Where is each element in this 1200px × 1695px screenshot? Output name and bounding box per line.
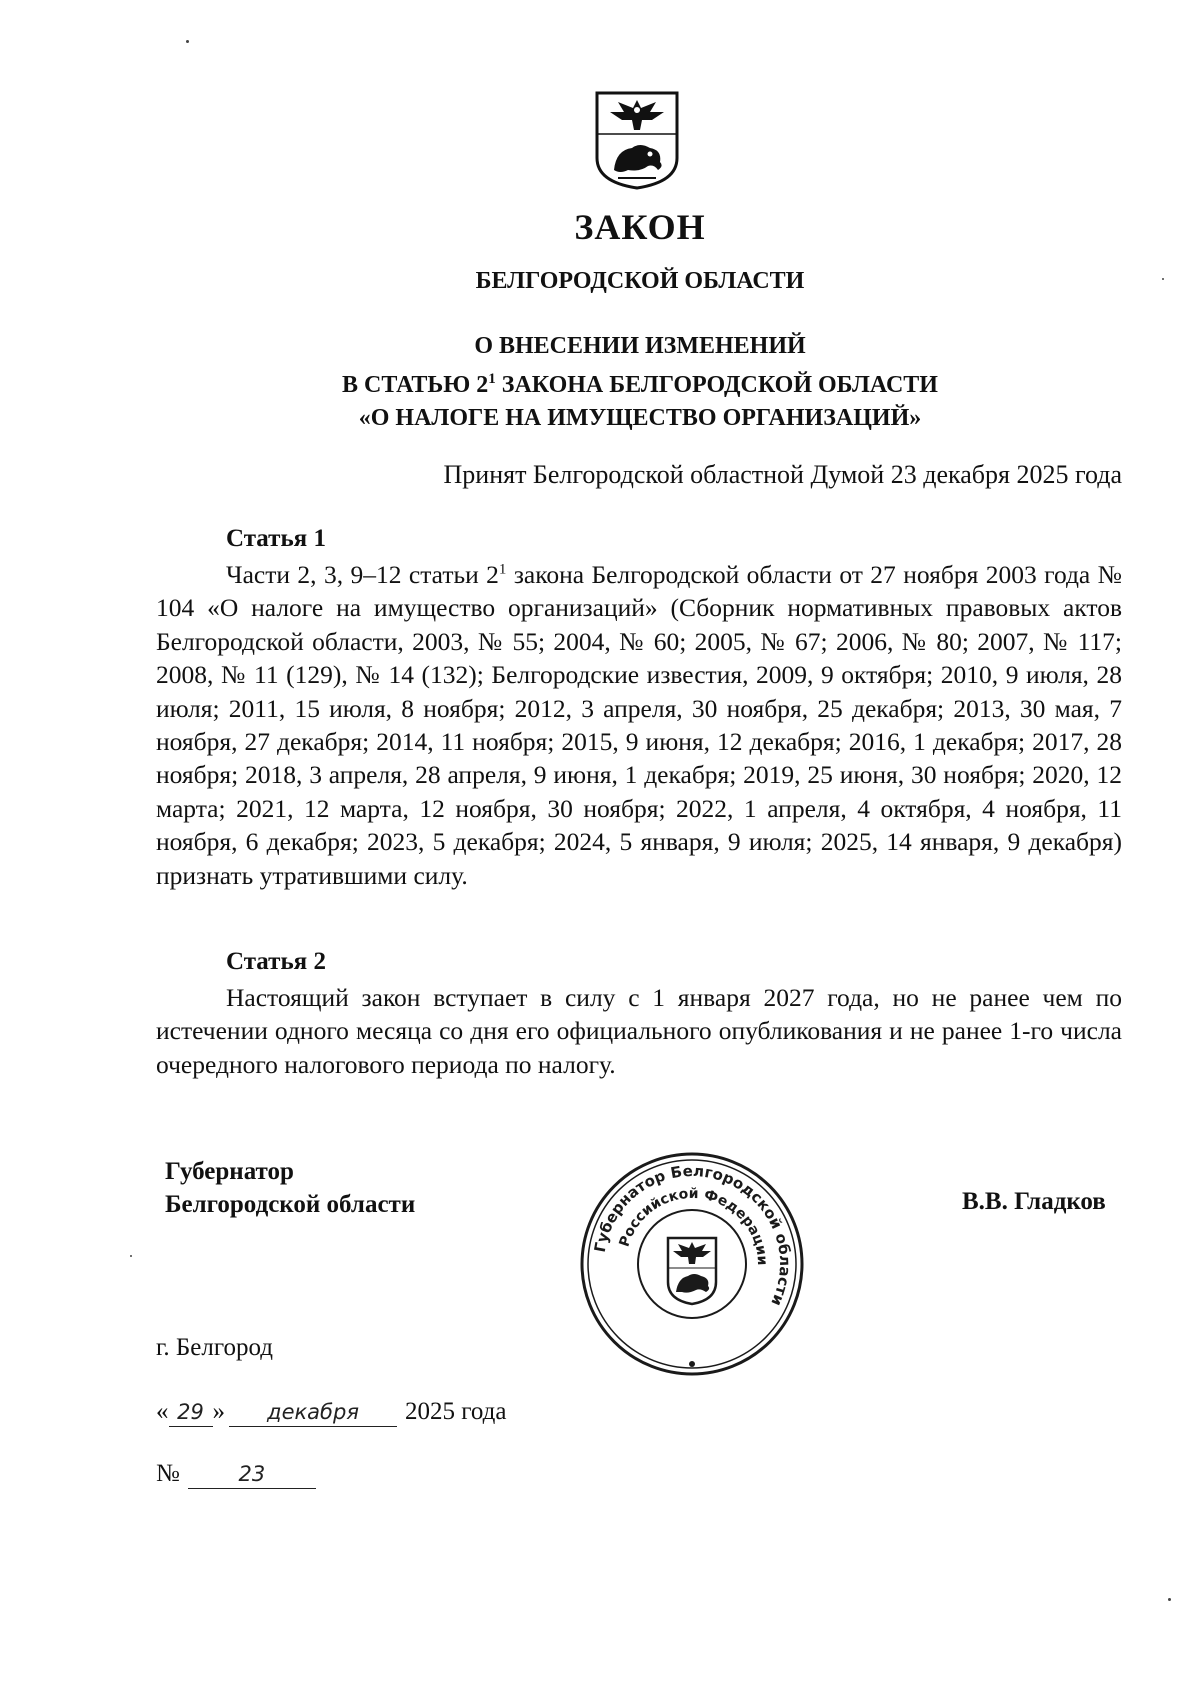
date-month: декабря	[267, 1400, 359, 1424]
subject-line-2: В СТАТЬЮ $2^1$ ЗАКОНА БЕЛГОРОДСКОЙ ОБЛАСТИ	[342, 371, 938, 398]
signatory-name: В.В. Гладков	[962, 1188, 1106, 1215]
coat-of-arms-icon	[594, 90, 680, 190]
city-label: г. Белгород	[156, 1334, 273, 1361]
svg-text:Российской Федерации: Российской Федерации	[616, 1185, 771, 1266]
svg-text:Губернатор Белгородской област: Губернатор Белгородской области	[590, 1161, 795, 1309]
signing-date: « 29 » декабря 2025 года	[156, 1398, 507, 1425]
number-value: 23	[238, 1462, 266, 1486]
law-subject	[0, 330, 1200, 435]
article-1-heading: Статья 1	[226, 525, 326, 552]
scan-speck	[1168, 1598, 1171, 1601]
subject-line-3: «О НАЛОГЕ НА ИМУЩЕСТВО ОРГАНИЗАЦИЙ»	[358, 405, 922, 431]
date-day: 29	[177, 1400, 204, 1424]
document-type: ЗАКОН	[574, 207, 706, 247]
signatory-title: Губернатор Белгородской области	[165, 1158, 416, 1218]
article-2-text: Настоящий закон вступает в силу с 1 января 2027 года, но не ранее чем по истечении одного месяца со дня его официального опубликования и не ранее 1-го числа очередного налогового периода по налогу.	[156, 983, 1122, 1079]
law-number: № 23	[156, 1460, 316, 1489]
scan-speck	[186, 40, 189, 43]
official-seal-icon	[578, 1150, 806, 1378]
scan-speck	[130, 1255, 132, 1257]
scan-speck	[1162, 278, 1164, 280]
adoption-note: Принят Белгородской областной Думой 23 декабря 2025 года	[443, 460, 1122, 489]
region-title: БЕЛГОРОДСКОЙ ОБЛАСТИ	[475, 268, 805, 294]
subject-line-1: О ВНЕСЕНИИ ИЗМЕНЕНИЙ	[474, 333, 806, 359]
article-2-heading: Статья 2	[226, 948, 326, 975]
article-1-text: Части 2, 3, 9–12 статьи $2^1$ закона Белгородской области от 27 ноября 2003 года № 104 «О налоге на имущество организаций» (Сборник нормативных правовых актов Белгородской области, 2003, № 55; 2004, № 60; 2005, № 67; 2006, № 80; 2007, № 117; 2008, № 11 (129), № 14 (132); Белгородские известия, 2009, 9 октября; 2010, 9 июля, 28 июля; 2011, 15 июля, 8 ноября; 2012, 3 апреля, 30 ноября, 25 декабря; 2013, 30 мая, 7 ноября, 27 декабря; 2014, 11 ноября; 2015, 9 июня, 12 декабря; 2016, 1 декабря; 2017, 28 ноября; 2018, 3 апреля, 28 апреля, 9 июня, 1 декабря; 2019, 25 июня, 30 ноября; 2020, 12 марта; 2021, 12 марта, 12 ноября, 30 ноября; 2022, 1 апреля, 4 октября, 4 ноября, 11 ноября, 6 декабря; 2023, 5 декабря; 2024, 5 января, 9 июля; 2025, 14 января, 9 декабря) признать утратившими силу.	[156, 560, 1122, 890]
